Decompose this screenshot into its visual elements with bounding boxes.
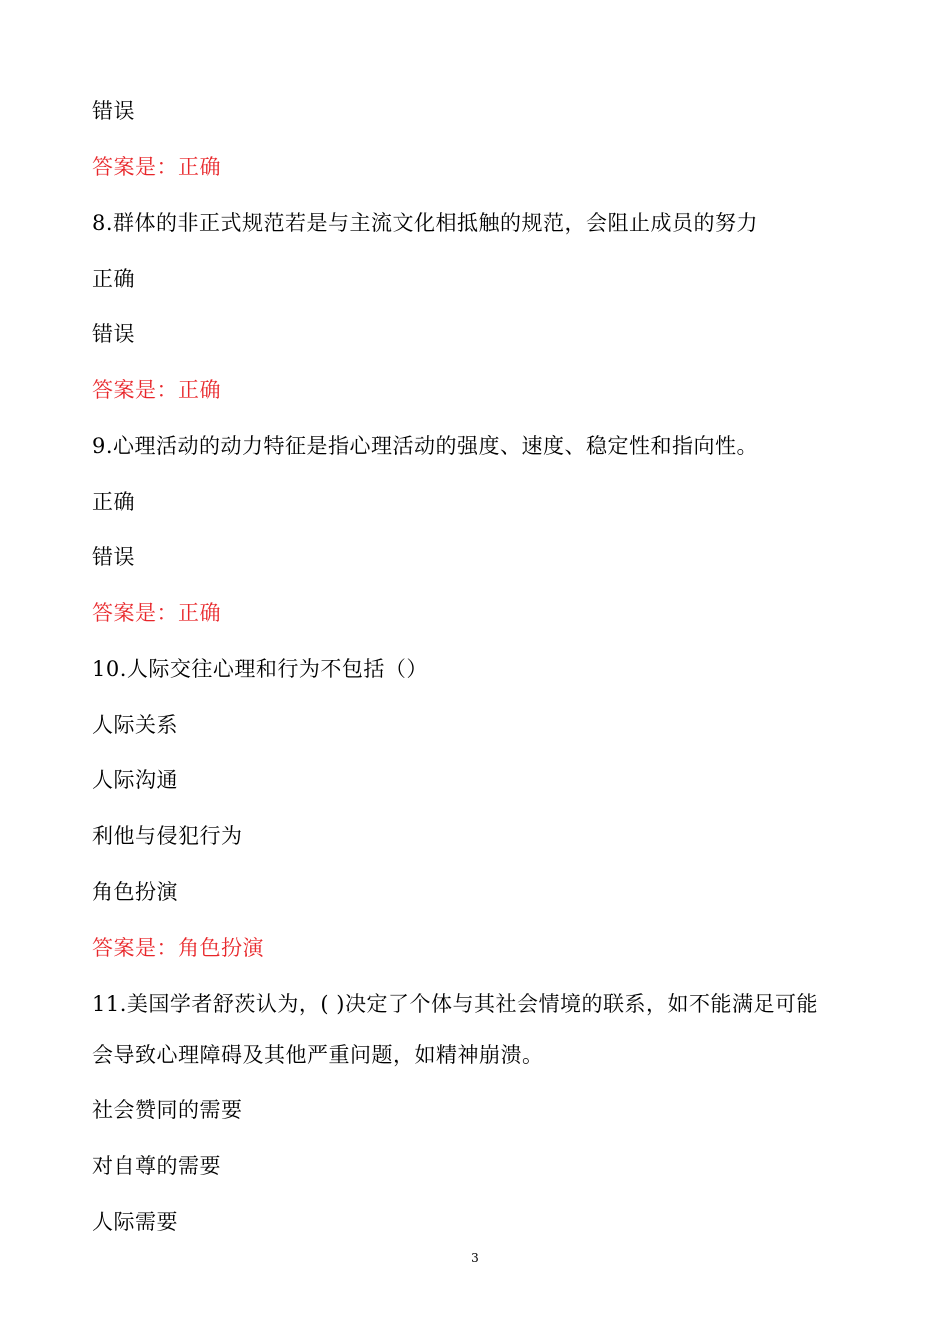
page-number: 3 <box>471 1251 479 1265</box>
q9-answer: 答案是：正确 <box>92 601 221 625</box>
q8-answer: 答案是：正确 <box>92 378 221 402</box>
q10-option-b: 人际沟通 <box>92 768 178 792</box>
q8-question: 8.群体的非正式规范若是与主流文化相抵触的规范，会阻止成员的努力 <box>92 211 759 235</box>
q9-option-true: 正确 <box>92 490 135 514</box>
q11-question-line1: 11.美国学者舒茨认为，( )决定了个体与其社会情境的联系，如不能满足可能 <box>92 992 818 1016</box>
q8-option-false: 错误 <box>92 322 135 346</box>
q10-answer: 答案是：角色扮演 <box>92 936 264 960</box>
q9-option-false: 错误 <box>92 545 135 569</box>
q10-option-c: 利他与侵犯行为 <box>92 824 243 848</box>
q10-question: 10.人际交往心理和行为不包括（） <box>92 657 428 681</box>
q9-question: 9.心理活动的动力特征是指心理活动的强度、速度、稳定性和指向性。 <box>92 434 759 458</box>
q10-option-d: 角色扮演 <box>92 880 178 904</box>
q7-answer: 答案是：正确 <box>92 155 221 179</box>
q11-option-a: 社会赞同的需要 <box>92 1098 243 1122</box>
q11-option-c: 人际需要 <box>92 1210 178 1234</box>
q10-option-a: 人际关系 <box>92 713 178 737</box>
q7-option-false: 错误 <box>92 99 135 123</box>
q8-option-true: 正确 <box>92 267 135 291</box>
q11-question-line2: 会导致心理障碍及其他严重问题，如精神崩溃。 <box>92 1043 544 1067</box>
q11-option-b: 对自尊的需要 <box>92 1154 221 1178</box>
